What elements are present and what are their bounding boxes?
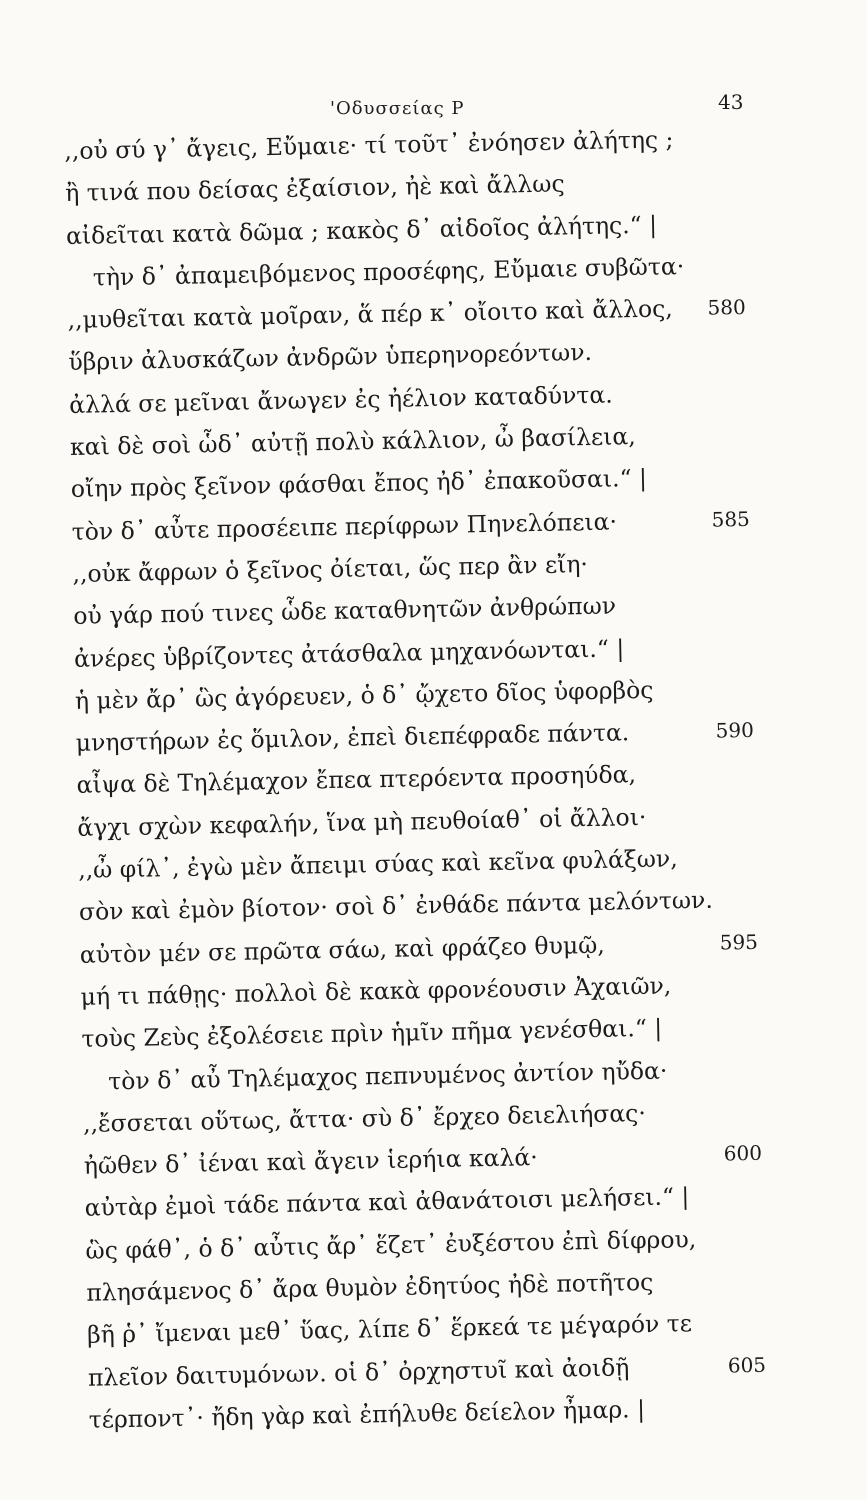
- verse-text: αὐτὸν μέν σε πρῶτα σάω, καὶ φράζεο θυμῷ,: [79, 930, 605, 969]
- verse-text: ἢ τινά που δείσας ἐξαίσιον, ἠὲ καὶ ἄλλως: [64, 169, 565, 208]
- verse-text: ὣς φάθ᾽, ὁ δ᾽ αὖτις ἄρ᾽ ἕζετ᾽ ἐυξέστου ἐπὶ δίφρου,: [85, 1224, 697, 1265]
- verse-text: αἰδεῖται κατὰ δῶμα ; κακὸς δ᾽ αἰδοῖος ἀλήτης.“ |: [65, 210, 658, 250]
- verse-text: ,,μυθεῖται κατὰ μοῖραν, ἅ πέρ κ᾽ οἴοιτο καὶ ἄλλος,: [67, 294, 674, 335]
- verse-text: πλησάμενος δ᾽ ἄρα θυμὸν ἐδητύος ἠδὲ ποτῆτος: [86, 1267, 654, 1307]
- verse-text: τὸν δ᾽ αὖ Τηλέμαχος πεπνυμένος ἀντίον ηὔδα·: [107, 1056, 668, 1095]
- verse-text: βῆ ῥ᾽ ἴμεναι μεθ᾽ ὕας, λίπε δ᾽ ἕρκεά τε μέγαρόν τε: [86, 1309, 693, 1350]
- verse-text: οὐ γάρ πού τινες ὧδε καταθνητῶν ἀνθρώπων: [73, 591, 617, 631]
- verse-text: ἀλλά σε μεῖναι ἄνωγεν ἐς ἠέλιον καταδύντα.: [69, 380, 613, 419]
- line-number: 580: [707, 295, 746, 320]
- verse-text: ὕβριν ἀλυσκάζων ἀνδρῶν ὑπερηνορεόντων.: [68, 338, 593, 377]
- verse-text: ,,ὦ φίλ᾽, ἐγὼ μὲν ἄπειμι σύας καὶ κεῖνα φυλάξων,: [77, 844, 678, 884]
- verse-text: αὐτὰρ ἐμοὶ τάδε πάντα καὶ ἀθανάτοισι μελήσει.“ |: [84, 1182, 690, 1223]
- verse-text: τέρποντ᾽· ἤδη γὰρ καὶ ἐπήλυθε δείελον ἦμαρ. |: [88, 1394, 646, 1434]
- verse-text: μή τι πάθῃς· πολλοὶ δὲ κακὰ φρονέουσιν Ἀχαιῶν,: [80, 971, 672, 1011]
- verse-text: πλεῖον δαιτυμόνων. οἱ δ᾽ ὀρχηστυῖ καὶ ἀοιδῇ: [87, 1352, 630, 1392]
- line-number: 590: [715, 718, 755, 743]
- verse-text: ἡ μὲν ἄρ᾽ ὣς ἀγόρευεν, ὁ δ᾽ ᾤχετο δῖος ὑφορβὸς: [74, 675, 654, 715]
- verse-block: [64, 117, 779, 1441]
- line-number: 600: [723, 1140, 763, 1166]
- verse-text: τοὺς Ζεὺς ἐξολέσειε πρὶν ἡμῖν πῆμα γενέσθαι.“ |: [81, 1013, 663, 1054]
- verse-text: αἶψα δὲ Τηλέμαχον ἔπεα πτερόεντα προσηύδα,: [76, 760, 637, 800]
- verse-text: ,,ἔσσεται οὕτως, ἄττα· σὺ δ᾽ ἔρχεο δειελιήσας·: [82, 1098, 647, 1138]
- verse-text: τὸν δ᾽ αὖτε προσέειπε περίφρων Πηνελόπεια·: [71, 507, 618, 546]
- verse-text: σὸν καὶ ἐμὸν βίοτον· σοὶ δ᾽ ἐνθάδε πάντα μελόντων.: [78, 886, 714, 927]
- verse-text: ἄγχι σχὼν κεφαλήν, ἵνα μὴ πευθοίαθ᾽ οἱ ἄλλοι·: [77, 802, 647, 842]
- line-number: 585: [711, 506, 751, 532]
- verse-text: καὶ δὲ σοὶ ὧδ᾽ αὐτῇ πολὺ κάλλιον, ὦ βασίλεια,: [69, 422, 636, 462]
- verse-text: οἴην πρὸς ξεῖνον φάσθαι ἔπος ἠδ᾽ ἐπακοῦσαι.“ |: [70, 464, 648, 504]
- line-number: 605: [727, 1352, 767, 1378]
- verse-text: ἠῶθεν δ᾽ ἰέναι καὶ ἄγειν ἱερήια καλά·: [83, 1143, 538, 1180]
- verse-text: τὴν δ᾽ ἀπαμειβόμενος προσέφης, Εὔμαιε συβῶτα·: [92, 252, 685, 292]
- verse-text: ἀνέρες ὑβρίζοντες ἀτάσθαλα μηχανόωνται.“ |: [73, 633, 625, 673]
- running-title: 'Οδυσσείας Ρ: [330, 98, 465, 119]
- line-number: 595: [719, 929, 759, 955]
- page-number: 43: [718, 90, 744, 114]
- verse-text: ,,οὐ σύ γ᾽ ἄγεις, Εὔμαιε· τί τοῦτ᾽ ἐνόησεν ἀλήτης ;: [64, 125, 674, 165]
- verse-text: μνηστήρων ἐς ὅμιλον, ἐπεὶ διεπέφραδε πάντα.: [75, 718, 630, 758]
- verse-text: ,,οὐκ ἄφρων ὁ ξεῖνος ὀίεται, ὥς περ ἂν εἴη·: [72, 549, 589, 588]
